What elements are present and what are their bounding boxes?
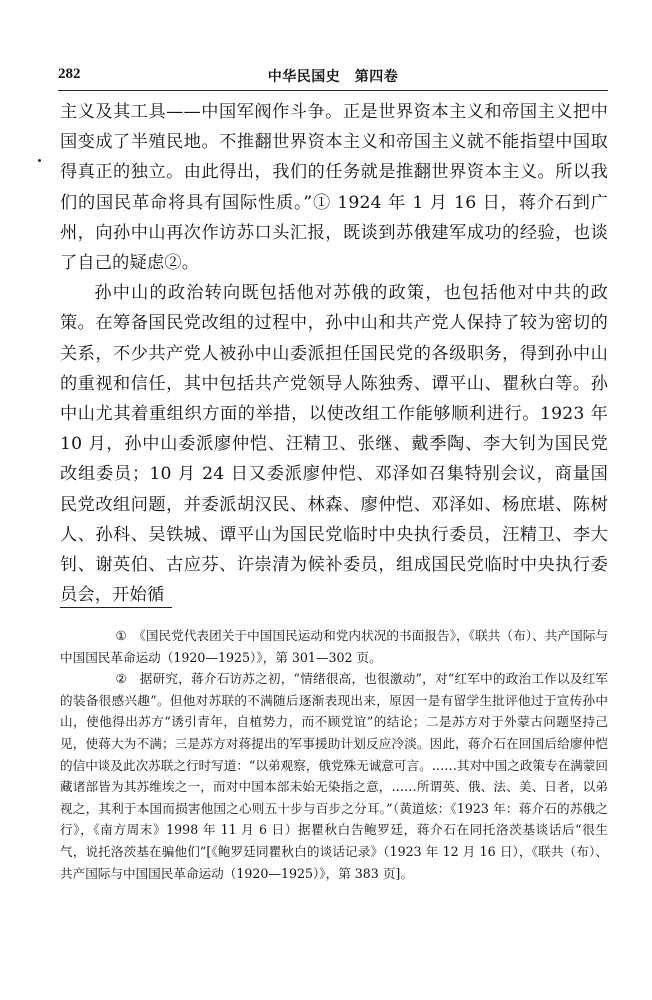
footnote [60, 625, 608, 668]
footnote [60, 668, 608, 884]
scan-speck [38, 159, 41, 162]
footnote-text: 据研究，蒋介石访苏之初，“情绪很高，也很激动”，对“红军中的政治工作以及红军的装备很感兴趣”。但他对苏联的不满随后逐渐表现出来，原因一是有留学生批评他过于宣传孙中山，使他得出苏方“诱引青年，自植势力，而不顾党谊”的结论；二是苏方对于外蒙古问题坚持己见，使蒋大为不满；三是苏方对蒋提出的军事援助计划反应冷淡。因此，蒋介石在回国后给廖仲恺的信中谈及此次苏联之行时写道：“以弟观察，俄党殊无诚意可言。……其对中国之政策专在满蒙回藏诸部皆为其苏维埃之一，而对中国本部未始无染指之意，……所谓英、俄、法、美、日者，以弟视之，其利于本国而损害他国之心则五十步与百步之分耳。”（黄道炫：《1923 年：蒋介石的苏俄之行》，《南方周末》1998 年 11 月 6 日）据瞿秋白告鲍罗廷，蒋介石在同托洛茨基谈话后“很生气，说托洛茨基在骗他们”[《鲍罗廷同瞿秋白的谈话记录》（1923 年 12 月 16 日），《联共（布）、共产国际与中国国民革命运动（1920—1925）》，第 383 页]。 [60, 671, 609, 881]
footnote-text: 《国民党代表团关于中国国民运动和党内状况的书面报告》，《联共（布）、共产国际与中国国民革命运动（1920—1925）》，第 301—302 页。 [60, 628, 608, 665]
body-text [60, 97, 608, 610]
footnote-mark: ② [115, 671, 127, 687]
running-title: 中华民国史 第四卷 [267, 69, 399, 85]
page-header [58, 64, 608, 91]
footnotes [60, 625, 608, 884]
footnote-divider [60, 607, 172, 608]
body-paragraph: 主义及其工具——中国军阀作斗争。正是世界资本主义和帝国主义把中国变成了半殖民地。不推翻世界资本主义和帝国主义就不能指望中国取得真正的独立。由此得出，我们的任务就是推翻世界资本主义。所以我们的国民革命将具有国际性质。”① 1924 年 1 月 16 日，蒋介石到广州，向孙中山再次作访苏口头汇报，既谈到苏俄建军成功的经验，也谈了自己的疑虑②。 [60, 102, 608, 274]
body-paragraph: 孙中山的政治转向既包括他对苏俄的政策，也包括他对中共的政策。在筹备国民党改组的过程中，孙中山和共产党人保持了较为密切的关系，不少共产党人被孙中山委派担任国民党的各级职务，得到孙中山的重视和信任，其中包括共产党领导人陈独秀、谭平山、瞿秋白等。孙中山尤其着重组织方面的举措，以使改组工作能够顺利进行。1923 年 10 月，孙中山委派廖仲恺、汪精卫、张继、戴季陶、李大钊为国民党改组委员；10 月 24 日又委派廖仲恺、邓泽如召集特别会议，商量国民党改组问题，并委派胡汉民、林森、廖仲恺、邓泽如、杨庶堪、陈树人、孙科、吴铁城、谭平山为国民党临时中央执行委员，汪精卫、李大钊、谢英伯、古应芬、许崇清为候补委员，组成国民党临时中央执行委员会，开始循 [60, 283, 608, 606]
page-number: 282 [58, 66, 81, 82]
footnote-mark: ① [115, 628, 127, 643]
